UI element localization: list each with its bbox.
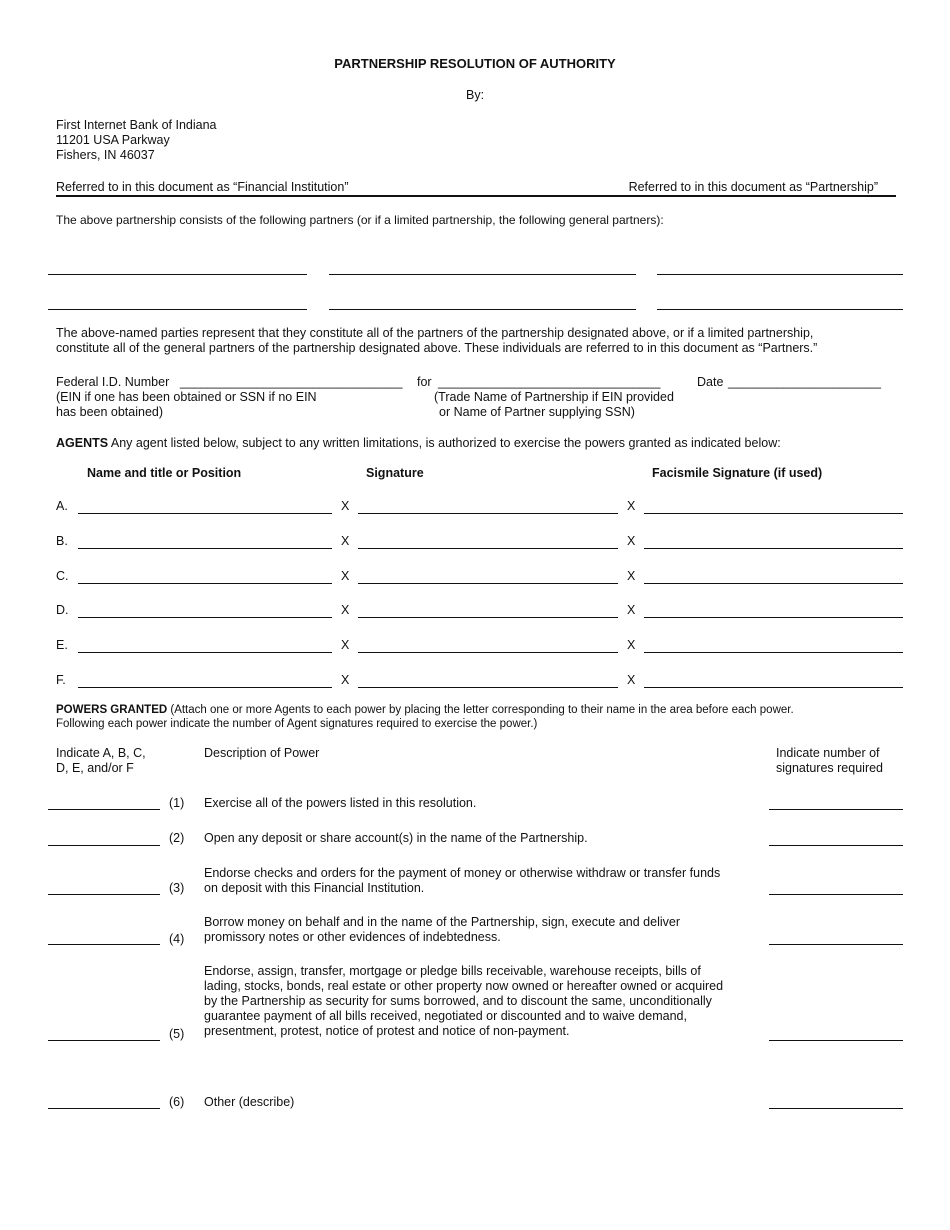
agents-heading: AGENTS <box>56 436 109 450</box>
power-number: (6) <box>169 1095 185 1109</box>
x-mark: X <box>341 534 350 548</box>
x-mark: X <box>627 603 636 617</box>
x-mark: X <box>627 569 636 583</box>
powers-text-2: Following each power indicate the number of Agent signatures required to exercise the power.) <box>56 718 538 730</box>
col-header-number <box>776 746 883 776</box>
col-header-signature: Signature <box>366 466 424 480</box>
header-divider <box>56 195 896 197</box>
representation-line-2: constitute all of the general partners of the partnership designated above. These individuals are referred to in this document as “Partners.” <box>56 341 818 355</box>
partner-name-field-2[interactable] <box>329 274 636 275</box>
power-1-description: Exercise all of the powers listed in this resolution. <box>204 796 477 810</box>
agent-row-letter: D. <box>56 603 69 617</box>
x-mark: X <box>627 499 636 513</box>
agent-row-letter: B. <box>56 534 68 548</box>
power-5-description-line: presentment, protest, notice of protest and notice of non-payment. <box>204 1024 570 1038</box>
power-3-signatures-field[interactable] <box>769 894 903 895</box>
agent-f-name-field[interactable] <box>78 687 332 688</box>
power-1-agents-field[interactable] <box>48 809 160 810</box>
federal-id-note-1: (EIN if one has been obtained or SSN if no EIN <box>56 390 317 404</box>
x-mark: X <box>627 534 636 548</box>
power-3-agents-field[interactable] <box>48 894 160 895</box>
agent-f-facsimile-field[interactable] <box>644 687 903 688</box>
power-2-agents-field[interactable] <box>48 845 160 846</box>
power-4-signatures-field[interactable] <box>769 944 903 945</box>
federal-id-field[interactable]: ________________________________ <box>180 375 403 389</box>
power-2-description: Open any deposit or share account(s) in the name of the Partnership. <box>204 831 588 845</box>
x-mark: X <box>341 569 350 583</box>
col-header-name: Name and title or Position <box>87 466 242 480</box>
federal-id-note-2: has been obtained) <box>56 405 164 419</box>
power-6-signatures-field[interactable] <box>769 1108 903 1109</box>
power-number: (4) <box>169 932 185 946</box>
partner-name-field-1[interactable] <box>48 274 307 275</box>
col-header-indicate-line-1: Indicate A, B, C, <box>56 746 146 760</box>
agent-d-name-field[interactable] <box>78 617 332 618</box>
agent-c-signature-field[interactable] <box>358 583 618 584</box>
agent-e-facsimile-field[interactable] <box>644 652 903 653</box>
power-5-description-line: guarantee payment of all bills received, negotiated or discounted and to waive demand, <box>204 1009 687 1023</box>
trade-name-note-1: (Trade Name of Partnership if EIN provided <box>434 390 674 404</box>
federal-id-label: Federal I.D. Number <box>56 375 170 389</box>
col-header-description: Description of Power <box>204 746 320 760</box>
power-6-description: Other (describe) <box>204 1095 295 1109</box>
power-number: (2) <box>169 831 185 845</box>
power-6-agents-field[interactable] <box>48 1108 160 1109</box>
by-label: By: <box>466 88 485 102</box>
date-field[interactable]: ______________________ <box>728 375 881 389</box>
agent-row-letter: A. <box>56 499 68 513</box>
power-1-signatures-field[interactable] <box>769 809 903 810</box>
agent-a-name-field[interactable] <box>78 513 332 514</box>
agents-intro <box>56 436 781 450</box>
agent-d-facsimile-field[interactable] <box>644 617 903 618</box>
partner-name-field-3[interactable] <box>657 274 903 275</box>
institution-street: 11201 USA Parkway <box>56 133 170 147</box>
agent-a-signature-field[interactable] <box>358 513 618 514</box>
powers-intro <box>56 704 794 716</box>
agent-row-letter: E. <box>56 638 68 652</box>
agent-b-name-field[interactable] <box>78 548 332 549</box>
agent-d-signature-field[interactable] <box>358 617 618 618</box>
power-number: (3) <box>169 881 185 895</box>
power-4-description-line: promissory notes or other evidences of indebtedness. <box>204 930 501 944</box>
col-header-facsimile: Facismile Signature (if used) <box>652 466 823 480</box>
agent-row-letter: C. <box>56 569 69 583</box>
power-5-description-line: Endorse, assign, transfer, mortgage or pledge bills receivable, warehouse receipts, bills of <box>204 964 701 978</box>
representation-line-1: The above-named parties represent that they constitute all of the partners of the partnership designated above, or if a limited partnership, <box>56 326 814 340</box>
institution-city: Fishers, IN 46037 <box>56 148 155 162</box>
power-3-description-line: Endorse checks and orders for the payment of money or otherwise withdraw or transfer funds <box>204 866 721 880</box>
x-mark: X <box>627 638 636 652</box>
institution-name: First Internet Bank of Indiana <box>56 118 217 132</box>
partner-name-field-4[interactable] <box>48 309 307 310</box>
page-title: PARTNERSHIP RESOLUTION OF AUTHORITY <box>334 56 616 71</box>
agent-a-facsimile-field[interactable] <box>644 513 903 514</box>
agent-b-facsimile-field[interactable] <box>644 548 903 549</box>
col-header-indicate <box>56 746 146 776</box>
power-4-agents-field[interactable] <box>48 944 160 945</box>
x-mark: X <box>341 638 350 652</box>
trade-name-field[interactable]: ________________________________ <box>438 375 661 389</box>
trade-name-note-2: or Name of Partner supplying SSN) <box>439 405 635 419</box>
partner-name-field-6[interactable] <box>657 309 903 310</box>
power-5-description-line: lading, stocks, bonds, real estate or other property now owned or hereafter owned or acquired <box>204 979 724 993</box>
power-5-description <box>204 964 723 1039</box>
power-4-description-line: Borrow money on behalf and in the name of the Partnership, sign, execute and deliver <box>204 915 680 929</box>
agent-c-facsimile-field[interactable] <box>644 583 903 584</box>
referred-institution: Referred to in this document as “Financial Institution” <box>56 180 349 194</box>
x-mark: X <box>341 603 350 617</box>
for-label: for <box>417 375 432 389</box>
power-3-description <box>204 866 720 896</box>
col-header-number-line-2: signatures required <box>776 761 884 775</box>
power-5-signatures-field[interactable] <box>769 1040 903 1041</box>
power-number: (5) <box>169 1027 185 1041</box>
agent-e-name-field[interactable] <box>78 652 332 653</box>
agent-row-letter: F. <box>56 673 66 687</box>
x-mark: X <box>341 499 350 513</box>
power-5-agents-field[interactable] <box>48 1040 160 1041</box>
powers-text-1: (Attach one or more Agents to each power by placing the letter corresponding to their name in the area before each power. <box>167 704 794 716</box>
date-label: Date <box>697 375 724 389</box>
col-header-number-line-1: Indicate number of <box>776 746 880 760</box>
col-header-indicate-line-2: D, E, and/or F <box>56 761 134 775</box>
x-mark: X <box>341 673 350 687</box>
power-5-description-line: by the Partnership as security for sums borrowed, and to discount the same, unconditionally <box>204 994 712 1008</box>
power-number: (1) <box>169 796 185 810</box>
x-mark: X <box>627 673 636 687</box>
power-4-description <box>204 915 680 945</box>
referred-partnership: Referred to in this document as “Partnership” <box>628 180 878 194</box>
partner-name-field-5[interactable] <box>329 309 636 310</box>
agent-c-name-field[interactable] <box>78 583 332 584</box>
agents-text: Any agent listed below, subject to any written limitations, is authorized to exercise the powers granted as indicated below: <box>108 436 781 450</box>
power-3-description-line: on deposit with this Financial Institution. <box>204 881 425 895</box>
power-2-signatures-field[interactable] <box>769 845 903 846</box>
agent-b-signature-field[interactable] <box>358 548 618 549</box>
partners-intro: The above partnership consists of the following partners (or if a limited partnership, the following general partners): <box>56 213 664 227</box>
agent-f-signature-field[interactable] <box>358 687 618 688</box>
powers-heading: POWERS GRANTED <box>56 704 168 716</box>
agent-e-signature-field[interactable] <box>358 652 618 653</box>
